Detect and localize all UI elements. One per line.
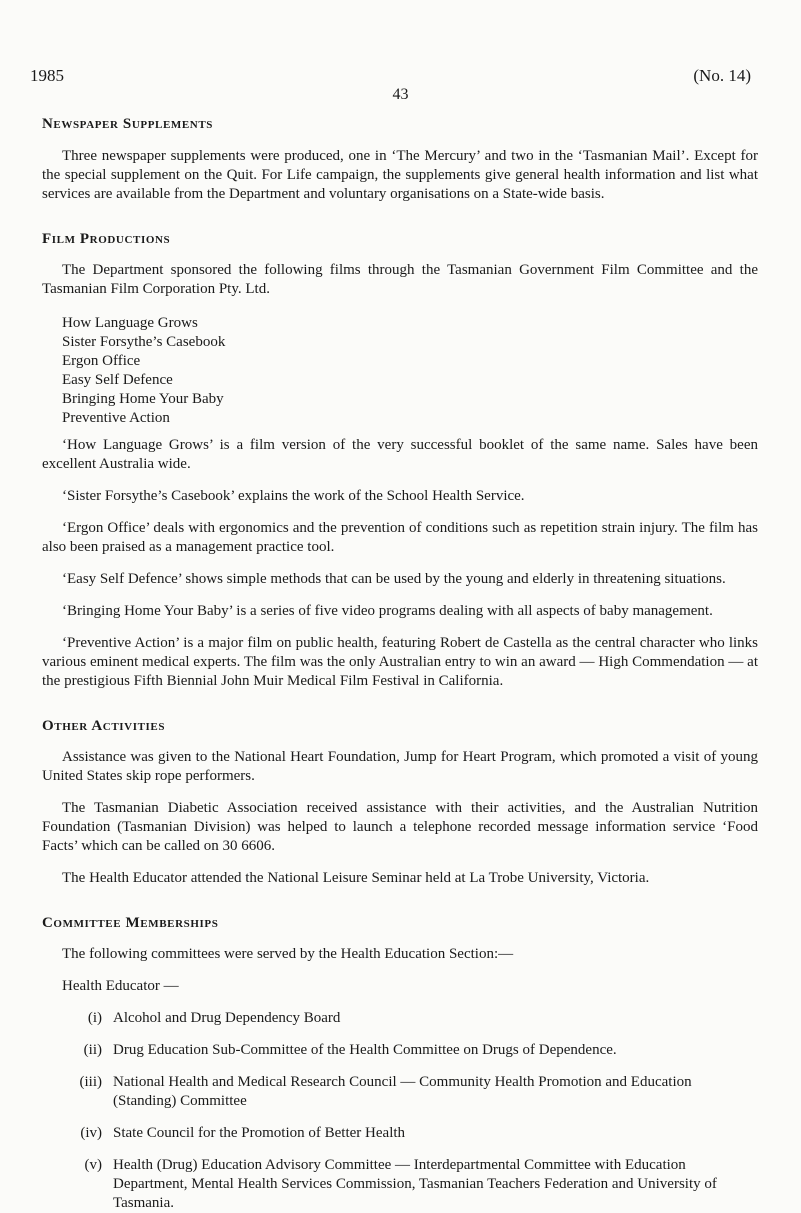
film-item: Sister Forsythe’s Casebook	[62, 334, 226, 350]
list-item	[62, 1009, 758, 1028]
list-item-number: (ii)	[83, 1042, 102, 1058]
newspaper-heading: Newspaper Supplements	[42, 116, 213, 132]
list-item	[62, 1156, 758, 1213]
other-paragraph: The Tasmanian Diabetic Association received assistance with their activities, and the Australian Nutrition Foundation (Tasmanian Division) was helped to launch a telephone recorded message information service ‘Food Facts’ which can be called on 30 6606.	[42, 800, 758, 854]
page-content	[42, 116, 758, 1213]
film-intro: The Department sponsored the following films through the Tasmanian Government Film Committee and the Tasmanian Film Corporation Pty. Ltd.	[42, 262, 758, 297]
other-paragraph: Assistance was given to the National Heart Foundation, Jump for Heart Program, which promoted a visit of young United States skip rope performers.	[42, 749, 758, 784]
film-paragraph: ‘Bringing Home Your Baby’ is a series of five video programs dealing with all aspects of baby management.	[62, 603, 713, 619]
list-item-text: National Health and Medical Research Council — Community Health Promotion and Education (Standing) Committee	[113, 1074, 692, 1109]
film-heading: Film Productions	[42, 231, 171, 247]
film-item: Ergon Office	[62, 353, 141, 369]
list-item	[62, 1124, 758, 1143]
list-item	[62, 1073, 758, 1111]
header-year: 1985	[30, 66, 64, 85]
list-item-number: (iv)	[80, 1125, 102, 1141]
film-item: Easy Self Defence	[62, 372, 173, 388]
film-item: Preventive Action	[62, 410, 170, 426]
other-heading: Other Activities	[42, 718, 166, 734]
header-number: (No. 14)	[693, 66, 751, 85]
page-number: 43	[392, 86, 409, 103]
committee-list	[62, 1009, 758, 1213]
film-paragraph: ‘How Language Grows’ is a film version of the very successful booklet of the same name. Sales have been excellent Australia wide.	[42, 437, 758, 472]
film-item: Bringing Home Your Baby	[62, 391, 224, 407]
list-item-text: State Council for the Promotion of Better Health	[113, 1125, 406, 1141]
committee-intro: The following committees were served by the Health Education Section:—	[62, 946, 514, 962]
film-item: How Language Grows	[62, 315, 198, 331]
film-paragraph: ‘Ergon Office’ deals with ergonomics and the prevention of conditions such as repetition strain injury. The film has also been praised as a management practice tool.	[42, 520, 758, 555]
list-item-text: Drug Education Sub-Committee of the Health Committee on Drugs of Dependence.	[113, 1042, 617, 1058]
list-item-number: (i)	[87, 1010, 102, 1026]
list-item-text: Alcohol and Drug Dependency Board	[113, 1010, 341, 1026]
list-item-number: (iii)	[79, 1074, 102, 1090]
film-paragraph: ‘Sister Forsythe’s Casebook’ explains the work of the School Health Service.	[62, 488, 525, 504]
list-item	[62, 1041, 758, 1060]
list-item-number: (v)	[84, 1157, 102, 1173]
committee-heading: Committee Memberships	[42, 915, 219, 931]
film-paragraph: ‘Easy Self Defence’ shows simple methods that can be used by the young and elderly in threatening situations.	[62, 571, 726, 587]
committee-subheading: Health Educator —	[62, 978, 179, 994]
list-item-text: Health (Drug) Education Advisory Committee — Interdepartmental Committee with Education Department, Mental Health Services Commission, Tasmanian Teachers Federation and University of Tasmania.	[113, 1157, 717, 1211]
film-paragraph: ‘Preventive Action’ is a major film on public health, featuring Robert de Castella as the central character who links various eminent medical experts. The film was the only Australian entry to win an award — High Commendation — at the prestigious Fifth Biennial John Muir Medical Film Festival in California.	[42, 635, 758, 689]
film-list	[62, 314, 758, 428]
other-paragraph: The Health Educator attended the National Leisure Seminar held at La Trobe University, Victoria.	[62, 870, 650, 886]
newspaper-paragraph: Three newspaper supplements were produced, one in ‘The Mercury’ and two in the ‘Tasmanian Mail’. Except for the special supplement on the Quit. For Life campaign, the supplements give general health information and list what services are available from the Department and voluntary organisations on a State-wide basis.	[42, 148, 758, 202]
